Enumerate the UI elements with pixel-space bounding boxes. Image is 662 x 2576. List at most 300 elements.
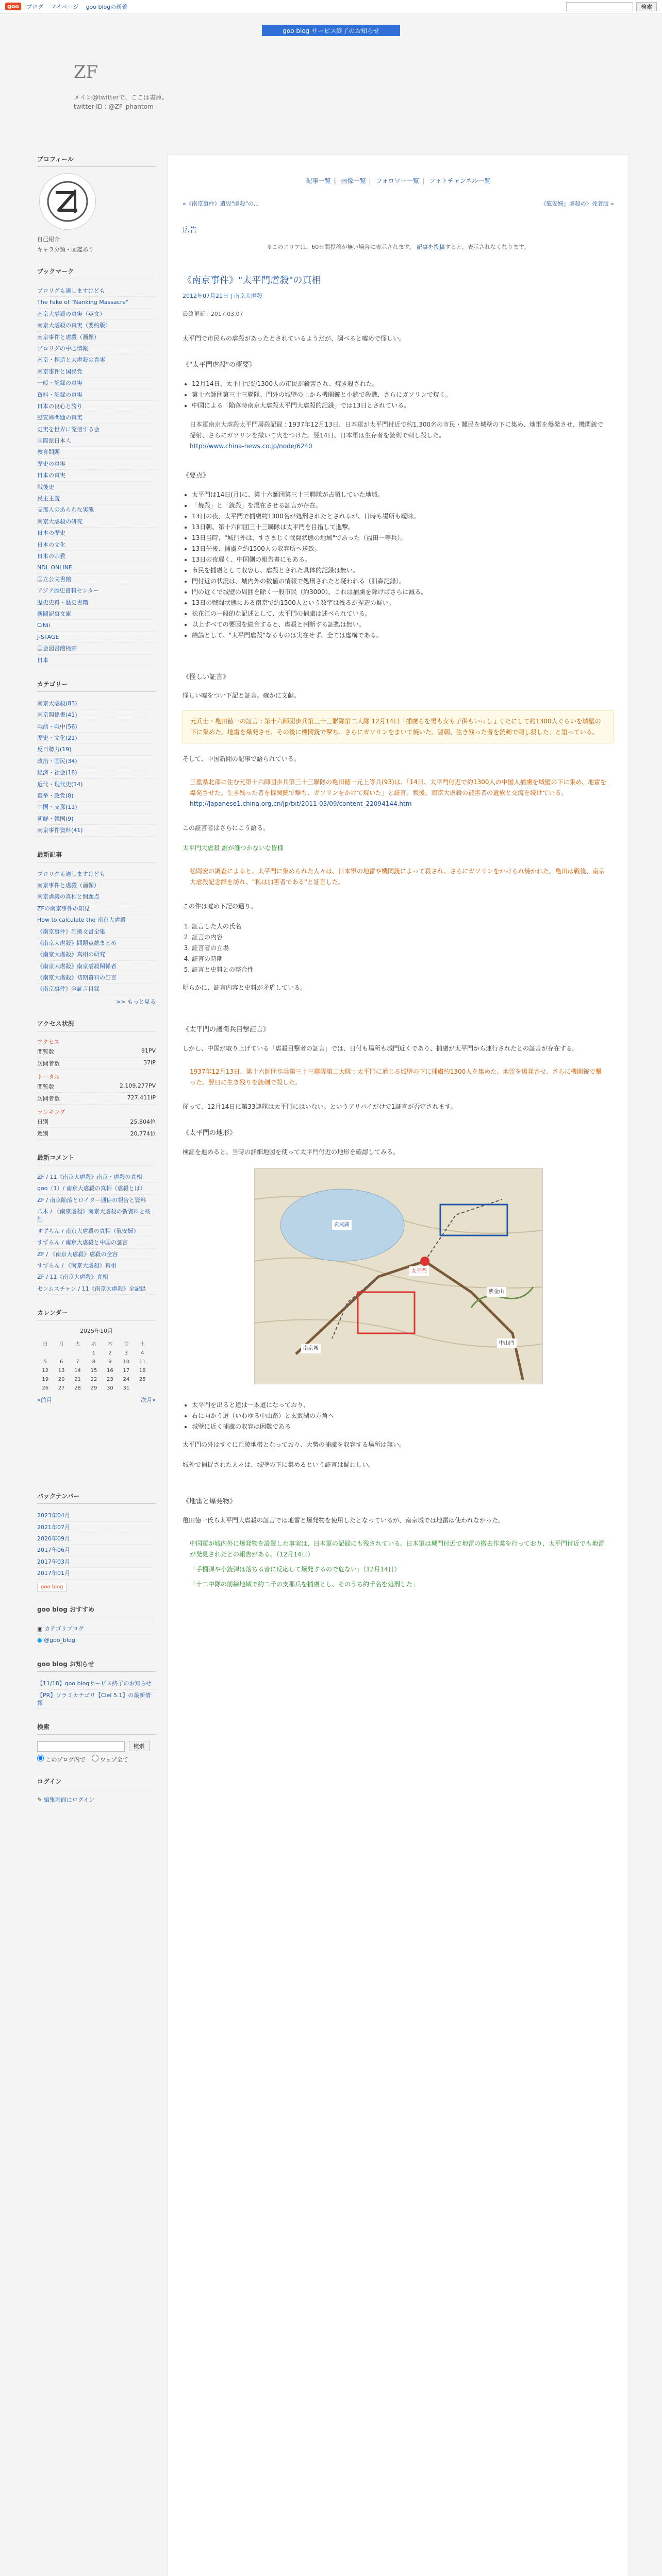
service-notice-link[interactable]: goo blog サービス終了のお知らせ [262,25,400,36]
calendar-week [37,1384,151,1393]
section-heading: 《太平門の護衛兵目撃証言》 [183,1026,270,1034]
calendar-week [37,1358,151,1366]
bookmark-item [37,562,156,573]
list-link[interactable]: 2017年06月 [37,1547,70,1554]
calendar-day[interactable]: 22 [90,1377,97,1383]
list-link[interactable]: 南京大虐殺の真実（要約版） [37,322,111,329]
recent-item [37,880,156,891]
list-item: • 結論として、"太平門虐殺"なるものは実在せず、全ては虚構である。 [192,630,614,641]
nav-image-list[interactable]: 画像一覧 [341,177,366,184]
bookmark-item [37,401,156,412]
calendar-weekday: 月 [59,1342,64,1348]
quote-block [183,1535,614,1593]
list-link[interactable]: 資料・記録の真実 [37,391,82,398]
comment-item [37,1195,156,1206]
paragraph: この件は嘘め下記の通り。 [183,903,257,910]
login-heading: ログイン [37,1777,156,1789]
recent-section [37,850,156,1006]
list-link[interactable]: 《南京事件》証拠文書全集 [37,928,105,935]
bookmark-item [37,470,156,481]
topbar-search-button[interactable]: 検索 [636,2,657,11]
list-item: • 「焼殺」と「銃殺」を混在させる証言が存在。 [192,500,614,511]
bookmark-item [37,493,156,504]
calendar-prev-link[interactable]: «前月 [37,1397,52,1404]
radio-label: ウェブ全て [100,1756,128,1763]
calendar-day[interactable]: 4 [141,1350,144,1357]
list-item: • 13日当時、"城門外は、すさまじく戦闘状態の地域"であった（福田一等兵）。 [192,533,614,544]
recent-item [37,903,156,914]
calendar-day[interactable]: 27 [58,1385,65,1392]
quote-block [183,416,614,455]
quote-block: 元兵士・亀田徳一の証言 : 第十六師団歩兵第三十三聯隊第二大隊 12月14日「捕虜らを男も女も子供もいっしょくたにして約1300人ぐらいを城壁の下に集めた。地雷を爆発させ、その後に機関銃で撃ち、さらにガソリンをまいて焼いた。翌朝、生き残った者を銃剣で刺し殺した」と語っている。 [183,710,614,743]
comment-section [37,1153,156,1295]
paragraph: 城外で捕捉された人々は、城壁の下に集めるという証言は疑わしい。 [183,1461,375,1468]
list-link[interactable]: 戦前・戦中(56) [37,723,77,730]
list-link[interactable]: ZF / 《南京大虐殺》虐殺の全容 [37,1250,118,1258]
list-link[interactable]: 歴史・文化(21) [37,735,77,742]
list-link[interactable]: 支那人のあらわな実態 [37,506,94,514]
list-link[interactable]: 南京虐殺の真相と問題点 [37,893,100,901]
list-item: • 第十六師団第三十三聯隊、門外の城壁の上から機関銃と小銃で殺戮、さらにガソリンで焼く。 [192,389,614,400]
news-link[interactable]: 【PR】ソラミカテゴリ【Ciel 5.1】の最新情報 [37,1691,151,1707]
list-link[interactable]: 国立公文書館 [37,575,71,583]
goo-news-heading: goo blog お知らせ [37,1659,156,1672]
list-link[interactable]: 2017年01月 [37,1570,70,1577]
sidebar [37,155,156,1817]
calendar-day[interactable]: 17 [123,1368,130,1374]
ad-label: 広告 [183,226,197,235]
recent-item [37,961,156,972]
calendar-day [70,1349,86,1358]
entry-intro: 太平門で市民らの虐殺があったとされているようだが、調べると嘘めで怪しい。 [183,335,405,342]
list-link[interactable]: 政治・国民(34) [37,757,77,765]
calendar-heading: カレンダー [37,1308,156,1320]
list-link[interactable]: ブロリグも適しますけども [37,870,105,877]
list-item: • 13日午後、捕虜を約1500人の収容所へ送致。 [192,544,614,554]
stat-value: 727,411IP [127,1094,156,1101]
quote-source-link[interactable]: http://japanese1.china.org.cn/jp/txt/2011-03/09/content_22094144.htm [190,800,412,808]
list-link[interactable]: 日本の真実 [37,472,65,479]
list-link[interactable]: すずらん / 《南京大虐殺》真相 [37,1262,117,1269]
list-link[interactable]: 日本の歴史 [37,530,65,537]
calendar-day[interactable]: 8 [92,1359,96,1365]
nav-follower-list[interactable]: フォロワー一覧 [376,177,419,184]
calendar-day[interactable]: 21 [74,1377,81,1383]
search-heading: 検索 [37,1722,156,1735]
list-link[interactable]: 《南京大虐殺》初期資料の証言 [37,974,117,981]
access-section [37,1019,156,1140]
comment-item [37,1283,156,1295]
list-item: • 13日の戦闘状態にある南京で約1500人という数字は残るが捏造の疑い。 [192,598,614,608]
list-link[interactable]: 近代・現代史(14) [37,781,83,788]
profile-name[interactable]: 自己紹介 [37,236,60,243]
search-scope-web[interactable] [92,1755,128,1764]
section-heading: 《"太平門虐殺"の概要》 [183,361,256,369]
calendar-day[interactable]: 19 [42,1377,49,1383]
ad-text: ※このエリアは、60日間投稿が無い場合に表示されます。 [267,243,415,250]
calendar-day[interactable]: 2 [108,1350,112,1357]
list-link[interactable]: The Fake of "Nanking Massacre" [37,299,128,306]
calendar-day[interactable]: 12 [42,1368,49,1374]
category-section [37,680,156,837]
quote-text: 「手榴弾や小銃弾は落ちる音に反応して爆発するので危ない」（12月14日） [190,1565,401,1573]
calendar-table [37,1338,151,1393]
calendar-day[interactable]: 1 [92,1350,96,1357]
entry-updated: 最終更新 : 2017.03.07 [183,310,243,317]
calendar-day[interactable]: 10 [123,1359,130,1365]
prev-article-link[interactable]: «《南京事件》遺児"虐殺"の... [183,200,259,207]
search-section [37,1722,156,1764]
stat-value: 25,804位 [130,1118,156,1125]
stat-label: 閲覧数 [37,1083,54,1090]
list-item: 2. 証言の内容 [192,932,614,943]
stat-value: 91PV [141,1047,156,1054]
list-link[interactable]: 南京大虐殺(83) [37,700,77,707]
topbar-link-blog[interactable]: ブログ [26,3,43,10]
list-item [37,1623,156,1635]
archive-item [37,1545,156,1556]
list-link[interactable]: 《南京事件》全証言目録 [37,986,100,993]
blog-search-button[interactable]: 検索 [129,1741,150,1751]
bookmark-item [37,632,156,643]
list-link[interactable]: J-STAGE [37,633,59,640]
blog-twitter-id: twitter-ID : @ZF_phantom [74,103,154,110]
nav-article-list[interactable]: 記事一覧 [306,177,331,184]
calendar-day[interactable]: 3 [124,1350,128,1357]
calendar-day[interactable]: 31 [123,1385,130,1392]
list-link[interactable]: ZF / 南京陥落とロイター通信の報告と資料 [37,1196,146,1204]
list-link[interactable]: NDL ONLINE [37,564,72,571]
category-item [37,790,156,802]
list-link[interactable]: 八木 / 《南京虐殺》南京大虐殺の新資料と検証 [37,1208,151,1223]
next-article-link[interactable]: 《慰安婦』虐殺の〉死者版 » [540,200,614,207]
list-link[interactable]: ZFの南京事件の知見 [37,905,90,912]
archive-item [37,1510,156,1521]
bookmark-item [37,309,156,320]
list-link[interactable]: 民主主義 [37,495,60,502]
list-link[interactable]: 日本 [37,656,48,664]
search-scope-radio[interactable] [37,1755,44,1761]
terrain-list [183,1400,614,1432]
list-link[interactable]: 国際派日本人 [37,437,71,445]
bookmark-item [37,435,156,447]
profile-heading: プロフィール [37,155,156,167]
calendar-day [135,1384,151,1393]
archive-item [37,1533,156,1545]
comment-item [37,1237,156,1248]
calendar-next-link[interactable]: 次月» [141,1397,156,1404]
recent-item [37,972,156,984]
quote-text: 三重県北部に住む元第十六師団歩兵第三十三聯隊の亀田徳一元上等兵(93)は、「14日、太平門付近で約1300人の中国人捕虜を城壁の下に集め、地雷を爆発させた。生き残った者を機関銃で撃ち、ガソリンをかけて焼いた」と証言。戦後、南京大虐殺の被害者の遺族と交流を続けている。 [190,778,606,797]
list-link[interactable]: 歴史の真実 [37,460,65,467]
map-label: 中山門 [497,1338,517,1349]
list-link[interactable]: 2017年03月 [37,1558,70,1565]
paragraph: この証言者はさらにこう語る。 [183,824,270,832]
calendar-week [37,1349,151,1358]
calendar-day[interactable]: 6 [59,1359,63,1365]
section-heading: 《要点》 [183,471,210,480]
list-link[interactable]: 歴史史料・歴史書籍 [37,599,88,606]
comment-heading: 最新コメント [37,1153,156,1165]
calendar-week [37,1375,151,1384]
comment-item [37,1260,156,1272]
list-item [37,1635,156,1646]
list-link[interactable]: goo（1）/ 南京大虐殺の真相（虐殺とは） [37,1185,146,1192]
list-link[interactable]: 南京事件と虐殺（画像） [37,333,100,341]
calendar-day[interactable]: 14 [74,1368,81,1374]
bookmark-item [37,516,156,528]
blog-title[interactable]: ZF [74,62,98,82]
list-item: • 市民を捕虜として収容し、虐殺とされた具体的記録は無い。 [192,565,614,576]
archive-item [37,1568,156,1579]
list-item: • 中国による「陥落時南京大虐殺太平門大虐殺的記録」では13日とされている。 [192,400,614,411]
map-illustration [255,1168,543,1384]
recommend-link[interactable]: @goo_blog [44,1636,75,1643]
topbar-search-input[interactable] [566,2,633,11]
access-heading: アクセス状況 [37,1019,156,1031]
calendar-day[interactable]: 30 [107,1385,113,1392]
list-item: • 13日の夜遅く、中国側の報告書にもある。 [192,554,614,565]
bookmark-list [37,285,156,666]
bookmark-item [37,366,156,378]
goo-recommend-heading: goo blog おすすめ [37,1605,156,1617]
blog-search-input[interactable] [37,1741,125,1752]
calendar-day[interactable]: 9 [108,1359,112,1365]
calendar-day[interactable]: 29 [90,1385,97,1392]
list-link[interactable]: ブロリグの中心情報 [37,345,88,352]
search-scope-radio[interactable] [92,1755,98,1761]
calendar-weekday: 火 [75,1342,80,1348]
taiping-gate-map [254,1168,543,1384]
stat-label: 週別 [37,1130,48,1137]
map-label: 太平門 [409,1266,429,1277]
list-link[interactable]: How to calculate the 南京大虐殺 [37,917,126,924]
bookmark-item [37,320,156,331]
comment-item [37,1172,156,1183]
ad-post-link[interactable]: 記事を投稿 [416,243,445,250]
list-link[interactable]: すずらん / 南京大虐殺の真相（慰安婦） [37,1227,139,1234]
calendar-weekday: 土 [140,1342,145,1348]
calendar-day [53,1349,69,1358]
category-item [37,709,156,721]
calendar-day[interactable]: 24 [123,1377,130,1383]
edit-icon: ✎ [37,1796,44,1803]
list-link[interactable]: 新聞記事文庫 [37,610,71,617]
calendar-day[interactable]: 20 [58,1377,65,1383]
login-link[interactable]: 編集画面にログイン [43,1796,95,1803]
bookmark-item [37,297,156,308]
bookmark-item [37,332,156,343]
list-link[interactable]: 2020年09月 [37,1535,70,1542]
recommend-link[interactable]: カテゴリブログ [44,1625,84,1632]
comment-item [37,1206,156,1226]
blog-header [0,62,662,144]
list-link[interactable]: 南京大虐殺の真実（英文） [37,310,105,317]
list-link[interactable]: 南京・捏造と大虐殺の真実 [37,357,105,364]
prev-next-nav [183,199,614,209]
list-item [37,1690,156,1709]
section-heading: 《地雷と爆発物》 [183,1497,237,1505]
list-item: • 太平門を出ると道は一本道になっており、 [192,1400,614,1411]
bookmark-item [37,504,156,516]
bookmark-item [37,655,156,666]
quote-source-link[interactable]: http://www.china-news.co.jp/node/6240 [190,442,312,450]
recent-item [37,914,156,926]
recent-item [37,926,156,938]
comment-list [37,1172,156,1295]
recent-item [37,869,156,880]
profile-section [37,155,156,253]
archive-section [37,1492,156,1591]
map-label: 紫金山 [487,1287,506,1297]
bookmark-item [37,412,156,423]
list-link[interactable]: 反日勢力(19) [37,746,72,753]
nav-photo-channel[interactable]: フォトチャンネル一覧 [429,177,491,184]
bookmark-item [37,389,156,401]
calendar-day[interactable]: 16 [107,1368,113,1374]
calendar-day[interactable]: 5 [43,1359,47,1365]
list-item: • 以上すべての要因を総合すると、虐殺と判断する証拠は無い。 [192,619,614,630]
calendar-day[interactable]: 11 [139,1359,146,1365]
point-list [183,489,614,641]
list-link[interactable]: 南京事件と虐殺（画像） [37,882,100,889]
topbar-link-mypage[interactable]: マイページ [51,3,79,10]
bookmark-item [37,528,156,539]
stat-row [37,1128,156,1140]
calendar-day[interactable]: 15 [90,1368,97,1374]
goo-logo[interactable]: goo [5,3,21,10]
paragraph: そして、中国新聞の記事で語られている。 [183,755,300,763]
bookmark-item [37,608,156,620]
service-notice [0,25,662,36]
category-item [37,756,156,767]
category-item [37,721,156,733]
bookmark-item [37,643,156,654]
calendar-day[interactable]: 13 [58,1368,65,1374]
list-item: • 松花江の一般的な記述として、太平門の捕虜は述べられている。 [192,608,614,619]
category-item [37,802,156,813]
stat-label: 閲覧数 [37,1048,54,1055]
sub-heading: 太平門大虐殺 誰が誰つかないな皆様 [183,844,284,852]
gooblog-badge[interactable]: goo blog [37,1583,67,1591]
entry-meta[interactable]: 2012年07月21日 | 南京大虐殺 [183,292,262,299]
list-link[interactable]: センムスチャン / 11《南京大虐殺》全記録 [37,1285,146,1292]
list-link[interactable]: 日本の文化 [37,541,65,548]
bookmark-item [37,354,156,366]
stat-row [37,1081,156,1093]
bookmark-item [37,585,156,597]
calendar-day[interactable]: 28 [74,1385,81,1392]
profile-bio: キャラ分類・図鑑あり [37,246,94,253]
list-link[interactable]: 南京大虐殺の研究 [37,518,82,525]
list-link[interactable]: 経済・社会(18) [37,769,77,776]
list-link[interactable]: 南京事件と国民党 [37,368,82,375]
list-link[interactable]: 史実を世界に発信する会 [37,426,100,433]
category-item [37,767,156,778]
paragraph: 太平門の外はすぐに丘陵地帯となっており、大勢の捕虜を収容する場所は無い。 [183,1440,406,1448]
calendar-day[interactable]: 23 [107,1377,113,1383]
category-item [37,744,156,755]
list-link[interactable]: 2021年07月 [37,1523,70,1531]
calendar-day[interactable]: 18 [139,1368,146,1374]
paragraph: 亀田徳一氏ら太平門大虐殺の証言では地雷と爆発物を使用したとなっているが、南京城では地雷は使われなかった。 [183,1516,505,1524]
main-content [168,155,629,2576]
news-link[interactable]: 【11/18】goo blogサービス終了のお知らせ [37,1680,152,1687]
blog-description: メイン@twitterで、ここは書庫。 [74,94,169,101]
avatar-logo-icon [44,178,91,225]
calendar-day[interactable]: 26 [42,1385,49,1392]
entry-title[interactable]: 《南京事件》"太平門虐殺"の真相 [183,275,321,286]
list-link[interactable]: 中国・支那(11) [37,804,77,811]
calendar-day[interactable]: 25 [139,1377,146,1383]
total-label: トータル [37,1073,60,1080]
stat-label: 訪問者数 [37,1060,60,1067]
list-item [37,1678,156,1689]
list-link[interactable]: 《南京大虐殺》南京虐殺関係者 [37,962,117,970]
quote-block: 1937年12月13日、第十六師団歩兵第三十三聯隊第二大隊 : 太平門に通じる城壁の下に捕虜約1300人を集めた。地雷を爆発させ、さらに機関銃で撃った。翌日に生き残りを銃剣で殺した。 [190,1068,602,1086]
comment-item [37,1226,156,1237]
map-label: 南京城 [301,1344,321,1354]
list-item: 1. 証言した人の氏名 [192,921,614,932]
calendar-weekday: 日 [42,1342,48,1348]
list-link[interactable]: アジア歴史資料センター [37,587,100,595]
recent-more-link[interactable]: >> もっと見る [116,998,156,1005]
list-link[interactable]: 国会図書館検索 [37,645,77,652]
recent-item [37,984,156,995]
list-link[interactable]: 戦後史 [37,483,54,490]
paragraph: 怪しい嘘をつい下記と証言。確かに文献。 [183,692,301,700]
list-link[interactable]: CiNii [37,622,51,629]
list-link[interactable]: 慰安婦問題の真実 [37,414,82,421]
ad-text: すると、表示されなくなります。 [444,243,529,250]
search-scope-blog[interactable] [37,1755,86,1764]
list-link[interactable]: 選挙・政党(8) [37,792,74,800]
list-link[interactable]: 南京関係書(41) [37,711,77,719]
list-link[interactable]: 南京事件資料(41) [37,827,83,834]
comment-item [37,1272,156,1283]
list-link[interactable]: 《南京大虐殺》問題点総まとめ [37,939,117,946]
section-heading: 《太平門の地形》 [183,1129,237,1137]
bookmark-item [37,482,156,493]
bookmark-item [37,285,156,297]
list-link[interactable]: 一般・記録の真実 [37,380,82,387]
list-link[interactable]: 日本の宗教 [37,552,65,560]
goo-recommend-section [37,1605,156,1647]
list-item: • 門付近の状況は、城内外の数値の情報で処刑されたと疑われる（旧森記録）。 [192,576,614,587]
topbar-link-new[interactable]: goo blogの新着 [86,3,128,10]
list-link[interactable]: 《南京大虐殺》真相の研究 [37,951,105,958]
list-link[interactable]: 教育問題 [37,449,60,456]
quote-text: 「十二中隊の前線地域で約二千の支那兵を捕虜とし、そのうち約千名を処刑した」 [190,1580,419,1588]
list-link[interactable]: ZF / 11《南京大虐殺》真相 [37,1274,108,1281]
bookmark-section [37,267,156,666]
stat-row [37,1093,156,1105]
goo-news-section [37,1659,156,1709]
list-link[interactable]: 日本の良心と誇り [37,402,82,410]
stat-label: 日別 [37,1118,48,1125]
list-link[interactable]: すずらん / 南京大虐殺と中国の証言 [37,1239,128,1246]
archive-list [37,1510,156,1579]
list-link[interactable]: ブロリグも適しますけども [37,287,105,294]
calendar-day[interactable]: 7 [76,1359,79,1365]
ad-notice [183,242,614,252]
section-heading: 《怪しい証言》 [183,673,230,681]
calendar-weekday: 金 [123,1342,129,1348]
list-link[interactable]: 朝鮮・韓国(9) [37,815,74,822]
list-link[interactable]: ZF / 11《南京大虐殺》南京・虐殺の真相 [37,1173,142,1180]
avatar[interactable] [39,173,96,230]
list-link[interactable]: 2023年04月 [37,1512,70,1519]
